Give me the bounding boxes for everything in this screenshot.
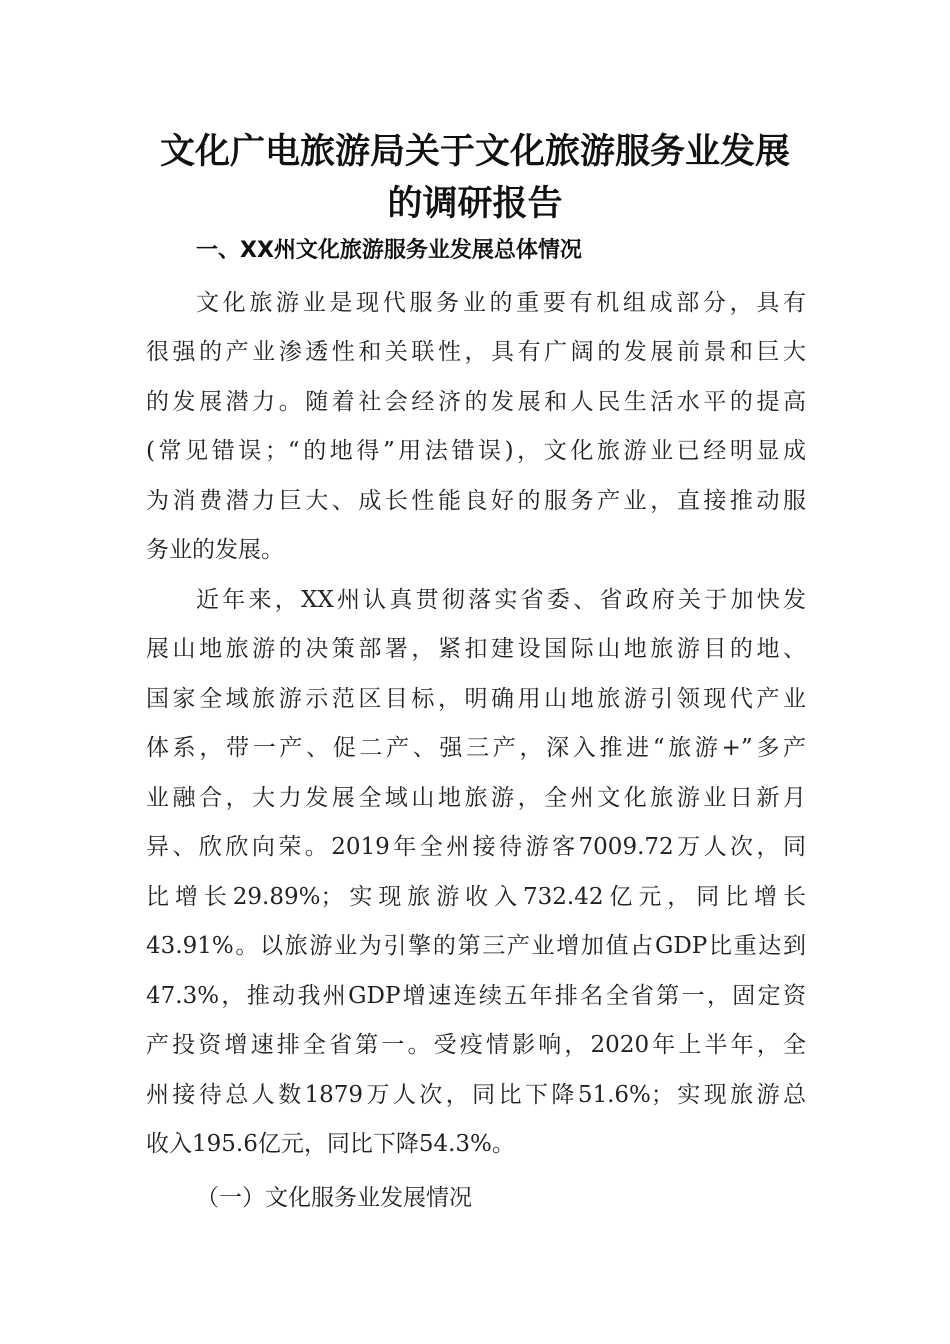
subsection-heading: （一）文化服务业发展情况 (196, 1185, 472, 1211)
paragraph-1-line: 为消费潜力巨大、成长性能良好的服务产业，直接推动服 (146, 488, 806, 514)
paragraph-1-line: 很强的产业渗透性和关联性，具有广阔的发展前景和巨大 (146, 339, 806, 365)
paragraph-2-line: 体系，带一产、促二产、强三产，深入推进“旅游+”多产 (146, 735, 806, 761)
document-title-line-1: 文化广电旅游局关于文化旅游服务业发展 (159, 132, 790, 172)
paragraph-1-line: 文化旅游业是现代服务业的重要有机组成部分，具有 (196, 290, 806, 316)
paragraph-2-line: 43.91%。以旅游业为引擎的第三产业增加值占GDP比重达到 (146, 933, 806, 959)
paragraph-1-line: 务业的发展。 (146, 537, 284, 563)
paragraph-2-line: 近年来，XX州认真贯彻落实省委、省政府关于加快发 (196, 587, 806, 613)
paragraph-2-line: 国家全域旅游示范区目标，明确用山地旅游引领现代产业 (146, 686, 806, 712)
document-title-line-2: 的调研报告 (387, 184, 563, 224)
paragraph-2-line: 产投资增速排全省第一。受疫情影响，2020年上半年，全 (146, 1032, 806, 1058)
paragraph-2-line: 收入195.6亿元，同比下降54.3%。 (146, 1131, 515, 1157)
paragraph-2-line: 比增长29.89%；实现旅游收入732.42亿元，同比增长 (146, 884, 806, 910)
paragraph-1-line: (常见错误；“的地得”用法错误)，文化旅游业已经明显成 (146, 438, 806, 464)
paragraph-1-line: 的发展潜力。随着社会经济的发展和人民生活水平的提高 (146, 389, 806, 415)
paragraph-2-line: 州接待总人数1879万人次，同比下降51.6%；实现旅游总 (146, 1082, 806, 1108)
paragraph-2-line: 47.3%，推动我州GDP增速连续五年排名全省第一，固定资 (146, 983, 806, 1009)
section-heading: 一、XX州文化旅游服务业发展总体情况 (196, 238, 582, 263)
paragraph-2-line: 业融合，大力发展全域山地旅游，全州文化旅游业日新月 (146, 785, 806, 811)
paragraph-2-line: 展山地旅游的决策部署，紧扣建设国际山地旅游目的地、 (146, 636, 806, 662)
paragraph-2-line: 异、欣欣向荣。2019年全州接待游客7009.72万人次，同 (146, 834, 806, 860)
